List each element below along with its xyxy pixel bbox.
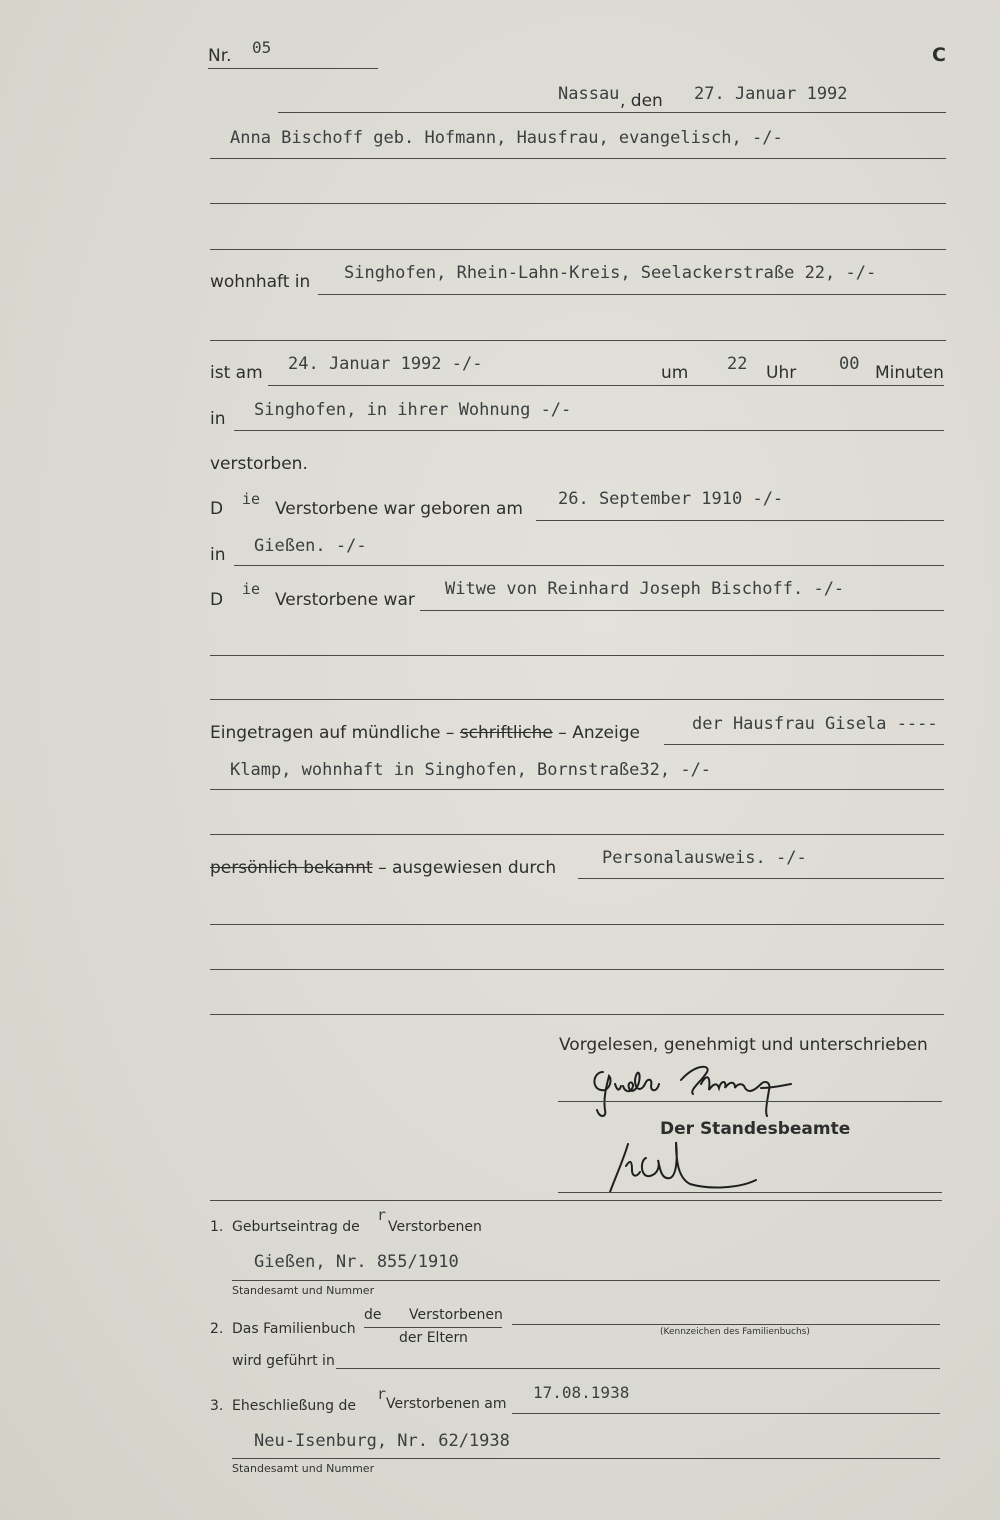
- birth-date-value: 26. September 1910 -/-: [558, 489, 784, 509]
- nr-value: 05: [252, 38, 272, 57]
- rule: [318, 294, 946, 295]
- registration-value-line2: Klamp, wohnhaft in Singhofen, Bornstraße32, -/-: [230, 760, 712, 780]
- item2-number: 2.: [210, 1321, 224, 1337]
- status-d-label: D: [210, 590, 224, 610]
- birth-place-value: Gießen. -/-: [254, 536, 367, 556]
- rule: [420, 610, 944, 611]
- rule: [210, 249, 946, 250]
- place-suffix: , den: [620, 91, 663, 111]
- um-label: um: [661, 363, 689, 383]
- item3-value: Neu-Isenburg, Nr. 62/1938: [254, 1431, 510, 1451]
- item2-label2: wird geführt in: [232, 1353, 335, 1369]
- status-value: Witwe von Reinhard Joseph Bischoff. -/-: [445, 579, 845, 599]
- item1-label: Geburtseintrag de: [232, 1219, 360, 1235]
- item2-option-parents: der Eltern: [399, 1330, 468, 1346]
- item2-caption: (Kennzeichen des Familienbuchs): [660, 1327, 810, 1337]
- footnotes-separator: [210, 1200, 942, 1201]
- rule: [210, 924, 944, 925]
- registration-value-line1: der Hausfrau Gisela ----: [692, 714, 938, 734]
- rule: [210, 969, 944, 970]
- read-approved-text: Vorgelesen, genehmigt und unterschrieben: [559, 1035, 928, 1055]
- residence-value: Singhofen, Rhein-Lahn-Kreis, Seelackerstraße 22, -/-: [344, 263, 877, 283]
- minute-value: 00: [839, 354, 860, 374]
- birth-in-label: in: [210, 545, 226, 565]
- registrar-signature-image: [600, 1130, 770, 1198]
- item1-caption: Standesamt und Nummer: [232, 1284, 375, 1297]
- identification-value: Personalausweis. -/-: [602, 848, 807, 868]
- rule: [232, 1458, 940, 1459]
- item3-label: Eheschließung de: [232, 1398, 356, 1414]
- death-in-label: in: [210, 409, 226, 429]
- rule: [234, 565, 944, 566]
- registration-label-part2: – Anzeige: [558, 723, 640, 743]
- residence-label: wohnhaft in: [210, 272, 311, 292]
- item1-number: 1.: [210, 1219, 224, 1235]
- death-date-label: ist am: [210, 363, 263, 383]
- verstorben-label: verstorben.: [210, 454, 308, 474]
- rule: [210, 1014, 944, 1015]
- item3-caption: Standesamt und Nummer: [232, 1462, 375, 1475]
- rule: [210, 655, 944, 656]
- item1-value: Gießen, Nr. 855/1910: [254, 1252, 459, 1272]
- corner-letter: C: [932, 44, 946, 66]
- rule: [536, 520, 944, 521]
- hour-value: 22: [727, 354, 748, 374]
- rule: [234, 430, 944, 431]
- rule: [512, 1413, 940, 1414]
- item2-option-deceased: Verstorbenen: [409, 1307, 503, 1323]
- birth-d-suffix: ie: [242, 490, 261, 508]
- rule: [664, 744, 944, 745]
- status-d-suffix: ie: [242, 580, 261, 598]
- birth-label: Verstorbene war geboren am: [275, 499, 523, 519]
- rule: [210, 789, 944, 790]
- minuten-label: Minuten: [875, 363, 944, 383]
- rule: [210, 203, 946, 204]
- item2-de: de: [364, 1307, 382, 1323]
- rule: [512, 1324, 940, 1325]
- rule: [210, 340, 946, 341]
- registration-label-part1: Eingetragen auf mündliche –: [210, 723, 455, 743]
- item1-label-end: Verstorbenen: [388, 1219, 482, 1235]
- person-name-line: Anna Bischoff geb. Hofmann, Hausfrau, evangelisch, -/-: [230, 128, 783, 148]
- death-date-value: 24. Januar 1992 -/-: [288, 354, 483, 374]
- identification-label: [210, 858, 556, 878]
- identification-label-struck: persönlich bekannt: [210, 858, 373, 878]
- rule: [268, 385, 944, 386]
- status-label: Verstorbene war: [275, 590, 415, 610]
- rule: [210, 699, 944, 700]
- item3-date: 17.08.1938: [533, 1383, 630, 1402]
- rule: [210, 158, 946, 159]
- registrar-signature-rule: [558, 1192, 942, 1193]
- rule: [210, 834, 944, 835]
- uhr-label: Uhr: [766, 363, 797, 383]
- place-value: Nassau: [558, 84, 620, 104]
- rule: [336, 1368, 940, 1369]
- nr-rule: [208, 68, 378, 69]
- item1-sup: r: [377, 1206, 387, 1224]
- registrar-title: Der Standesbeamte: [660, 1119, 851, 1139]
- informant-signature-rule: [558, 1101, 942, 1102]
- identification-label-rest: – ausgewiesen durch: [378, 858, 557, 878]
- registration-label: [210, 723, 640, 743]
- birth-d-label: D: [210, 499, 224, 519]
- rule: [232, 1280, 940, 1281]
- date-value: 27. Januar 1992: [694, 84, 848, 104]
- item3-number: 3.: [210, 1398, 224, 1414]
- nr-label: Nr.: [208, 46, 232, 66]
- death-place-value: Singhofen, in ihrer Wohnung -/-: [254, 400, 572, 420]
- date-rule: [278, 112, 946, 113]
- item3-label-end: Verstorbenen am: [386, 1396, 507, 1412]
- informant-signature-image: [585, 1050, 815, 1122]
- item2-label: Das Familienbuch: [232, 1321, 356, 1337]
- item2-fraction-rule: [364, 1327, 502, 1328]
- rule: [578, 878, 944, 879]
- item3-sup: r: [377, 1385, 387, 1403]
- registration-label-struck: schriftliche: [459, 723, 553, 743]
